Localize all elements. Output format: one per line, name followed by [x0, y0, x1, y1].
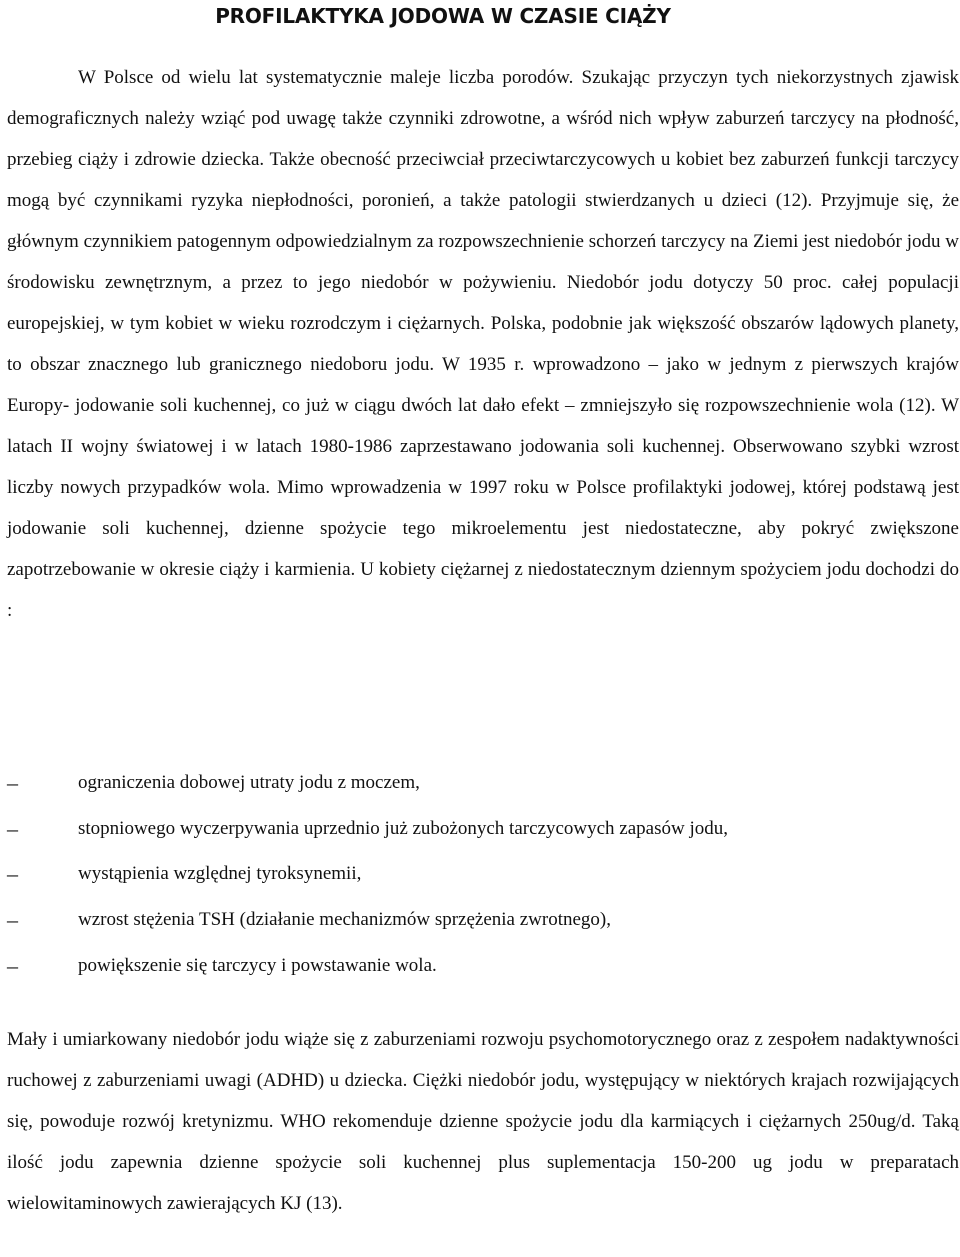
paragraph-conclusion: Mały i umiarkowany niedobór jodu wiąże się z zaburzeniami rozwoju psychomotorycznego oraz z zespołem nadaktywności ruchowej z zaburzeniami uwagi (ADHD) u dziecka. Ciężki niedobór jodu, występujący w niektórych krajach rozwijających się, powoduje rozwój kretynizmu. WHO rekomenduje dzienne spożycie jodu dla karmiących i ciężarnych 250ug/d. Taką ilość jodu zapewnia dzienne spożycie soli kuchennej plus suplementacja 150-200 ug jodu w preparatach wielowitaminowych zawierających KJ (13).: [7, 1029, 959, 1214]
list-item: [7, 806, 959, 852]
list-item-text: stopniowego wyczerpywania uprzednio już zubożonych tarczycowych zapasów jodu,: [78, 817, 728, 839]
paragraph-intro: W Polsce od wielu lat systematycznie maleje liczba porodów. Szukając przyczyn tych niekorzystnych zjawisk demograficznych należy wziąć pod uwagę także czynniki zdrowotne, a wśród nich wpływ zaburzeń tarczycy na płodność, przebieg ciąży i zdrowie dziecka. Także obecność przeciwciał przeciwtarczycowych u kobiet bez zaburzeń funkcji tarczycy mogą być czynnikami ryzyka niepłodności, poronień, a także patologii stwierdzanych u dzieci (12). Przyjmuje się, że głównym czynnikiem patogennym odpowiedzialnym za rozpowszechnienie schorzeń tarczycy na Ziemi jest niedobór jodu w środowisku zewnętrznym, a przez to jego niedobór w pożywieniu. Niedobór jodu dotyczy 50 proc. całej populacji europejskiej, w tym kobiet w wieku rozrodczym i ciężarnych. Polska, podobnie jak większość obszarów lądowych planety, to obszar znacznego lub granicznego niedoboru jodu. W 1935 r. wprowadzono – jako w jednym z pierwszych krajów Europy- jodowanie soli kuchennej, co już w ciągu dwóch lat dało efekt – zmniejszyło się rozpowszechnienie wola (12). W latach II wojny światowej i w latach 1980-1986 zaprzestawano jodowania soli kuchennej. Obserwowano szybki wzrost liczby nowych przypadków wola. Mimo wprowadzenia w 1997 roku w Polsce profilaktyki jodowej, której podstawą jest jodowanie soli kuchennej, dzienne spożycie tego mikroelementu jest niedostateczne, aby pokryć zwiększone zapotrzebowanie w okresie ciąży i karmienia. U kobiety ciężarnej z niedostatecznym dziennym spożyciem jodu dochodzi do :: [7, 67, 959, 621]
dash-bullet: –: [7, 952, 18, 978]
list-item-text: wzrost stężenia TSH (działanie mechanizmów sprzężenia zwrotnego),: [78, 909, 612, 931]
dash-bullet: –: [7, 815, 18, 841]
dash-bullet: –: [7, 861, 18, 887]
list-item-text: powiększenie się tarczycy i powstawanie wola.: [78, 954, 437, 976]
list-item: [7, 897, 959, 943]
list-item-text: wystąpienia względnej tyroksynemii,: [78, 863, 362, 885]
dash-bullet: –: [7, 907, 18, 933]
list-item: [7, 943, 959, 989]
page-title: PROFILAKTYKA JODOWA W CZASIE CIĄŻY: [215, 4, 671, 28]
dash-bullet: –: [7, 770, 18, 795]
list-item-text: ograniczenia dobowej utraty jodu z moczem,: [78, 772, 420, 793]
list-item: [7, 760, 959, 806]
effects-list: [7, 760, 959, 989]
list-item: [7, 851, 959, 897]
